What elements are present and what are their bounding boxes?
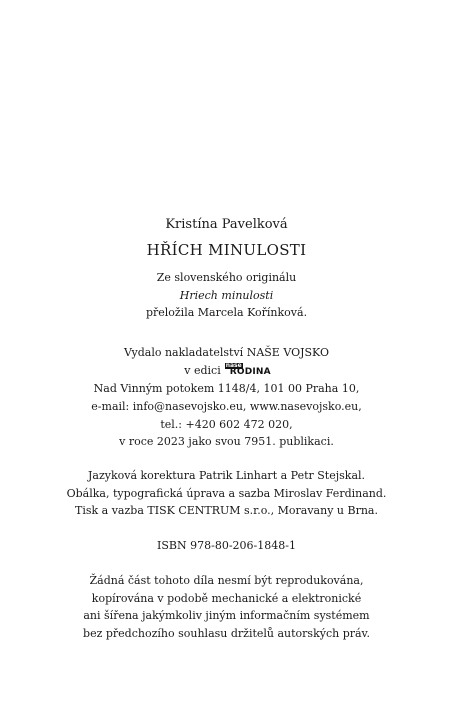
- edition-line: [0, 364, 453, 378]
- isbn: ISBN 978-80-206-1848-1: [157, 539, 296, 552]
- publisher-address: Nad Vinným potokem 1148/4, 101 00 Praha 10,: [93, 382, 360, 395]
- print-credit: Tisk a vazba TISK CENTRUM s.r.o., Moravany u Brna.: [75, 504, 378, 517]
- edition-logo-main: RODINA: [229, 367, 271, 377]
- copyright-line-4: bez předchozího souhlasu držitelů autorských práv.: [83, 627, 370, 640]
- copyright-line-3: ani šířena jakýmkoliv jiným informačním systémem: [83, 609, 370, 622]
- edition-logo-top: naše: [225, 362, 242, 369]
- publication-year: v roce 2023 jako svou 7951. publikaci.: [119, 435, 334, 448]
- proofreading-credit: Jazyková korektura Patrik Linhart a Petr Stejskal.: [87, 469, 366, 482]
- publisher-contact: e-mail: info@nasevojsko.eu, www.nasevojsko.eu,: [91, 400, 362, 413]
- publisher-line: Vydalo nakladatelství NAŠE VOJSKO: [124, 346, 329, 359]
- publisher-phone: tel.: +420 602 472 020,: [160, 418, 293, 431]
- edition-logo: [225, 362, 271, 377]
- design-credit: Obálka, typografická úprava a sazba Miroslav Ferdinand.: [66, 487, 387, 500]
- translation-source: Ze slovenského originálu: [156, 271, 297, 284]
- copyright-line-1: Žádná část tohoto díla nesmí být reprodukována,: [89, 574, 364, 587]
- copyright-line-2: kopírována v podobě mechanické a elektronické: [91, 592, 362, 605]
- book-title: HŘÍCH MINULOSTI: [146, 241, 307, 259]
- edition-prefix: v edici: [184, 364, 221, 377]
- translator-line: přeložila Marcela Kořínková.: [145, 306, 308, 319]
- author-name: Kristína Pavelková: [165, 217, 288, 232]
- original-title: Hriech minulosti: [179, 289, 274, 302]
